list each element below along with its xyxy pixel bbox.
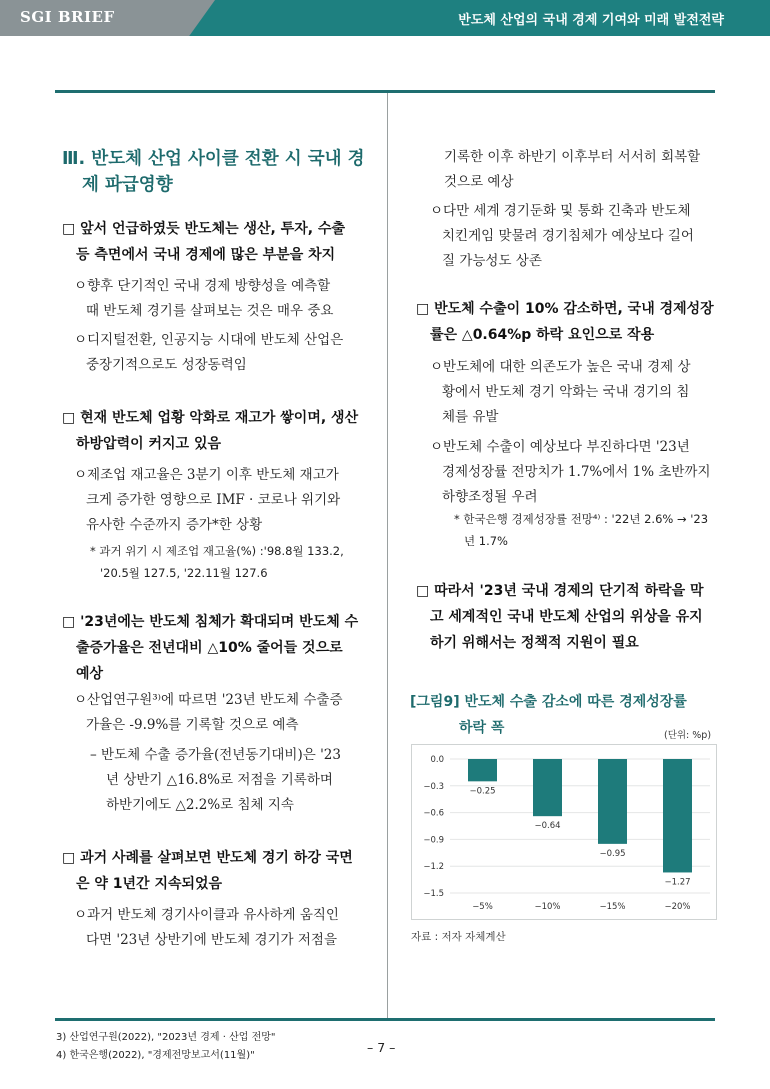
bullet-circle: ㅇ산업연구원³⁾에 따르면 '23년 반도체 수출증 xyxy=(74,692,343,708)
bullet-circle: ㅇ과거 반도체 경기사이클과 유사하게 움직인 xyxy=(74,907,339,923)
chart-frame xyxy=(411,744,717,920)
bullet-circle-cont: 치킨게임 맞물려 경기침체가 예상보다 길어 xyxy=(442,228,694,244)
bullet-circle-cont: 황에서 반도체 경기 악화는 국내 경기의 침 xyxy=(442,384,690,400)
bullet-circle-cont: 체를 유발 xyxy=(442,409,499,425)
bar xyxy=(663,759,692,872)
bullet-box: □ 현재 반도체 업황 악화로 재고가 쌓이며, 생산 xyxy=(62,410,359,426)
bullet-circle: ㅇ반도체에 대한 의존도가 높은 국내 경제 상 xyxy=(430,359,691,375)
bullet-circle-cont: 중장기적으로도 성장동력임 xyxy=(86,357,247,373)
bullet-box-cont: 고 세계적인 국내 반도체 산업의 위상을 유지 xyxy=(430,609,703,625)
bullet-dash-cont: 년 상반기 △16.8%로 저점을 기록하며 xyxy=(106,772,333,788)
section-title-cont: 제 파급영향 xyxy=(82,175,173,195)
top-rule xyxy=(55,90,715,93)
note: * 과거 위기 시 제조업 재고율(%) :'98.8월 133.2, xyxy=(90,544,344,558)
bullet-box: □ '23년에는 반도체 침체가 확대되며 반도체 수 xyxy=(62,614,359,630)
bar-value-label: −1.27 xyxy=(664,877,691,888)
bullet-circle: ㅇ제조업 재고율은 3분기 이후 반도체 재고가 xyxy=(74,467,339,483)
bullet-circle-cont: 때 반도체 경기를 살펴보는 것은 매우 중요 xyxy=(86,303,334,319)
bottom-rule xyxy=(55,1018,715,1021)
figure-title-cont: 하락 폭 xyxy=(459,720,505,736)
bullet-dash: – 반도체 수출 증가율(전년동기대비)은 '23 xyxy=(90,747,341,763)
bar-value-label: −0.64 xyxy=(534,821,561,832)
bullet-circle-cont: 기록한 이후 하반기 이후부터 서서히 회복할 xyxy=(444,149,701,165)
bar xyxy=(468,759,497,781)
bar-chart xyxy=(412,745,716,919)
bullet-box-cont: 예상 xyxy=(76,666,104,682)
bar xyxy=(533,759,562,816)
bullet-circle-cont: 것으로 예상 xyxy=(444,174,514,190)
document-title: 반도체 산업의 국내 경제 기여와 미래 발전전략 xyxy=(458,13,724,28)
bullet-circle-cont: 다면 '23년 상반기에 반도체 경기가 저점을 xyxy=(86,932,338,948)
y-tick-label: −0.6 xyxy=(423,808,444,819)
figure-source: 자료 : 저자 자체계산 xyxy=(411,931,506,943)
x-tick-label: −10% xyxy=(534,902,561,912)
bullet-box-cont: 은 약 1년간 지속되었음 xyxy=(76,876,223,892)
bullet-box-cont: 률은 △0.64%p 하락 요인으로 작용 xyxy=(430,327,655,343)
bullet-circle-cont: 경제성장률 전망치가 1.7%에서 1% 초반까지 xyxy=(442,464,711,480)
footnote-4: 4) 한국은행(2022), "경제전망보고서(11월)" xyxy=(56,1050,255,1061)
page-number: – 7 – xyxy=(367,1040,396,1055)
y-tick-label: −0.9 xyxy=(423,835,444,846)
bullet-dash-cont: 하반기에도 △2.2%로 침체 지속 xyxy=(106,797,294,813)
y-tick-label: −0.3 xyxy=(423,781,444,792)
figure-title: [그림9] 반도체 수출 감소에 따른 경제성장률 xyxy=(410,694,687,710)
bullet-box: □ 따라서 '23년 국내 경제의 단기적 하락을 막 xyxy=(416,583,704,599)
bullet-box: □ 반도체 수출이 10% 감소하면, 국내 경제성장 xyxy=(416,301,714,317)
y-tick-label: 0.0 xyxy=(430,755,444,765)
bar-value-label: −0.25 xyxy=(469,786,496,797)
bullet-circle-cont: 질 가능성도 상존 xyxy=(442,253,542,269)
bullet-circle: ㅇ다만 세계 경기둔화 및 통화 긴축과 반도체 xyxy=(430,203,691,219)
brand-label: SGI BRIEF xyxy=(20,8,115,26)
x-tick-label: −15% xyxy=(599,902,626,912)
bullet-circle: ㅇ반도체 수출이 예상보다 부진하다면 '23년 xyxy=(430,439,690,455)
bullet-circle: ㅇ디지털전환, 인공지능 시대에 반도체 산업은 xyxy=(74,332,344,348)
bullet-box-cont: 출증가율은 전년대비 △10% 줄어들 것으로 xyxy=(76,640,343,656)
bar xyxy=(598,759,627,844)
bullet-box-cont: 하기 위해서는 정책적 지원이 필요 xyxy=(430,635,639,651)
bullet-circle-cont: 하향조정될 우려 xyxy=(442,489,538,505)
bar-value-label: −0.95 xyxy=(599,848,626,859)
note-cont: '20.5월 127.5, '22.11월 127.6 xyxy=(100,566,268,580)
figure-unit: (단위: %p) xyxy=(664,730,712,741)
bullet-circle-cont: 크게 증가한 영향으로 IMF · 코로나 위기와 xyxy=(86,492,341,508)
note: * 한국은행 경제성장률 전망⁴⁾ : '22년 2.6% → '23 xyxy=(454,512,709,526)
bullet-circle-cont: 유사한 수준까지 증가*한 상황 xyxy=(86,517,263,533)
x-tick-label: −5% xyxy=(472,902,493,912)
y-tick-label: −1.2 xyxy=(423,862,444,873)
footnote-3: 3) 산업연구원(2022), "2023년 경제 · 산업 전망" xyxy=(56,1032,276,1043)
bullet-circle: ㅇ향후 단기적인 국내 경제 방향성을 예측할 xyxy=(74,278,331,294)
note-cont: 년 1.7% xyxy=(464,534,508,548)
bullet-box-cont: 하방압력이 커지고 있음 xyxy=(76,436,221,452)
section-title: Ⅲ. 반도체 산업 사이클 전환 시 국내 경 xyxy=(62,149,365,169)
y-tick-label: −1.5 xyxy=(423,889,444,899)
bullet-box: □ 과거 사례를 살펴보면 반도체 경기 하강 국면 xyxy=(62,850,353,866)
bullet-circle-cont: 가율은 -9.9%를 기록할 것으로 예측 xyxy=(86,717,299,733)
column-divider xyxy=(387,93,388,1018)
bullet-box-cont: 등 측면에서 국내 경제에 많은 부분을 차지 xyxy=(76,247,336,263)
x-tick-label: −20% xyxy=(664,902,691,912)
bullet-box: □ 앞서 언급하였듯 반도체는 생산, 투자, 수출 xyxy=(62,221,346,237)
